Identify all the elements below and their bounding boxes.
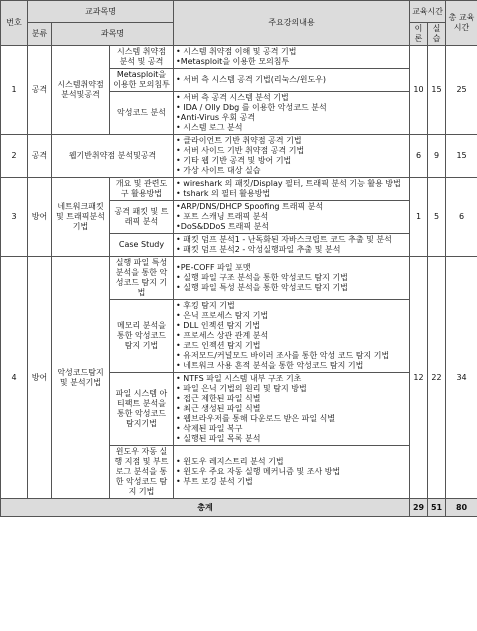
row-category: 방어 [28,257,52,499]
header-subject-group: 교과목명 [28,1,174,23]
row-theory: 1 [410,178,428,257]
row-number: 1 [1,46,28,135]
topic-title: 윈도우 자동 실행 지점 및 부트 로그 분석을 통한 악성코드 탐지 기법 [110,446,174,499]
content-item: •Anti-Virus 우회 공격 [176,113,256,122]
row-total-hours: 25 [446,46,477,135]
row-theory: 6 [410,135,428,178]
topic-title: 개요 및 관련도구 활용방법 [110,178,174,201]
total-theory: 29 [410,499,428,517]
content-item: • 실행 파일 구조 분석을 통한 악성코드 탐지 기법 [176,273,348,282]
topic-title: 실행 파일 특성 분석을 통한 악성코드 탐지 기법 [110,257,174,300]
content-item: • 네트워크 사용 흔적 분석을 통한 악성코드 탐지 기법 [176,361,364,370]
content-item: •ARP/DNS/DHCP Spoofing 트래픽 분석 [176,202,324,211]
topic-title: 메모리 분석을 통한 악성코드 탐지 기법 [110,300,174,373]
table-row [1,257,477,300]
row-practice: 9 [428,135,446,178]
content-item: • 은닉 프로세스 탐지 기법 [176,311,269,320]
total-row [1,499,477,517]
content-item: • 서버 사이드 기반 취약점 공격 기법 [176,146,305,155]
content-item: • 패킷 덤프 분석2 - 악성실행파일 추출 및 분석 [176,245,341,254]
topic-content [174,92,410,135]
content-item: •DoS&DDoS 트래픽 분석 [176,222,270,231]
content-item: • 시스템 로그 분석 [176,123,243,132]
content-item: • 윈도우 레지스트리 분석 기법 [176,457,284,466]
header-total-hours: 총 교육 시간 [446,1,477,46]
topic-title: Case Study [110,234,174,257]
row-subject: 시스템취약점 분석및공격 [52,46,110,135]
row-practice: 15 [428,46,446,135]
row-subject: 웹기반취약점 분석및공격 [52,135,174,178]
content-item: • 실행된 파일 목록 분석 [176,434,261,443]
topic-content [174,46,410,69]
header-category: 분류 [28,23,52,46]
row-number: 3 [1,178,28,257]
content-item: • 코드 인젝션 탐지 기법 [176,341,261,350]
row-number: 2 [1,135,28,178]
row-subject: 악성코드탐지 및 분석기법 [52,257,110,499]
topic-content [174,300,410,373]
header-no: 번호 [1,1,28,46]
content-item: • tshark 의 필터 활용방법 [176,189,271,198]
content-item: • 부트 로깅 분석 기법 [176,477,253,486]
topic-title: 악성코드 분석 [110,92,174,135]
table-row [1,135,477,178]
content-item: • 패킷 덤프 분석1 - 난독화된 자바스크립트 코드 추출 및 분석 [176,235,392,244]
content-item: • IDA / Olly Dbg 를 이용한 악성코드 분석 [176,103,327,112]
topic-content [174,201,410,234]
topic-content [174,373,410,446]
content-item: •PE-COFF 파일 포맷 [176,263,251,272]
topic-content [174,257,410,300]
content-item: • 프로세스 상관 관계 분석 [176,331,269,340]
content-item: • 기타 웹 기반 공격 및 방어 기법 [176,156,292,165]
row-category: 공격 [28,135,52,178]
total-hours: 80 [446,499,477,517]
topic-title: 공격 패킷 및 트래픽 분석 [110,201,174,234]
topic-title: Metasploit을 이용한 모의침투 [110,69,174,92]
topic-content [174,69,410,92]
content-item: • NTFS 파일 시스템 내부 구조 기초 [176,374,302,383]
topic-content [174,234,410,257]
content-item: • 삭제된 파일 복구 [176,424,243,433]
topic-title: 파일 시스템 아티팩트 분석을 통한 악성코드 탐지기법 [110,373,174,446]
content-item: • 가상 사이트 대상 실습 [176,166,261,175]
content-item: • 시스템 취약점 이해 및 공격 기법 [176,47,297,56]
content-item: • 포트 스캐닝 트래픽 분석 [176,212,269,221]
header-content: 주요강의내용 [174,1,410,46]
row-total-hours: 34 [446,257,477,499]
content-item: • 서버 측 시스템 공격 기법(리눅스/윈도우) [176,75,327,84]
row-theory: 12 [410,257,428,499]
content-item: • 윈도우 주요 자동 실행 메커니즘 및 조사 방법 [176,467,341,476]
row-practice: 22 [428,257,446,499]
content-item: • wireshark 의 패킷/Display 필터, 트래픽 분석 기능 활용 방법 [176,179,401,188]
row-total-hours: 15 [446,135,477,178]
topic-title: 시스템 취약점 분석 및 공격 [110,46,174,69]
content-item: • 파일 은닉 기법의 원리 및 탐지 방법 [176,384,307,393]
content-item: • 실행 파일 특성 분석을 통한 악성코드 탐지 기법 [176,283,348,292]
content-item: • 클라이언트 기반 취약점 공격 기법 [176,136,302,145]
table-row [1,178,477,201]
row-practice: 5 [428,178,446,257]
row-category: 방어 [28,178,52,257]
row-subject: 네트워크패킷 및 트래픽분석 기법 [52,178,110,257]
row-theory: 10 [410,46,428,135]
total-practice: 51 [428,499,446,517]
content-item: •Metasploit을 이용한 모의침투 [176,57,290,66]
row-number: 4 [1,257,28,499]
content-item: • 서버 측 공격 시스템 분석 기법 [176,93,289,102]
header-theory: 이론 [410,23,428,46]
content-item: • 최근 생성된 파일 식별 [176,404,261,413]
header-practice: 실습 [428,23,446,46]
content-item: • 접근 제한된 파일 식별 [176,394,261,403]
topic-content [174,178,410,201]
topic-content [174,446,410,499]
row-total-hours: 6 [446,178,477,257]
content-item: • 웹브라우저를 통해 다운로드 받은 파일 식별 [176,414,336,423]
table-body [1,46,477,499]
topic-content [174,135,410,178]
total-label: 총계 [1,499,410,517]
table-row [1,46,477,69]
row-category: 공격 [28,46,52,135]
header-subject-name: 과목명 [52,23,174,46]
header-hours-group: 교육시간 [410,1,446,23]
content-item: • 후킹 탐지 기법 [176,301,235,310]
content-item: • DLL 인젝션 탐지 기법 [176,321,261,330]
content-item: • 유저모드/커널모드 바이러 조사를 통한 악성 코드 탐지 기법 [176,351,390,360]
